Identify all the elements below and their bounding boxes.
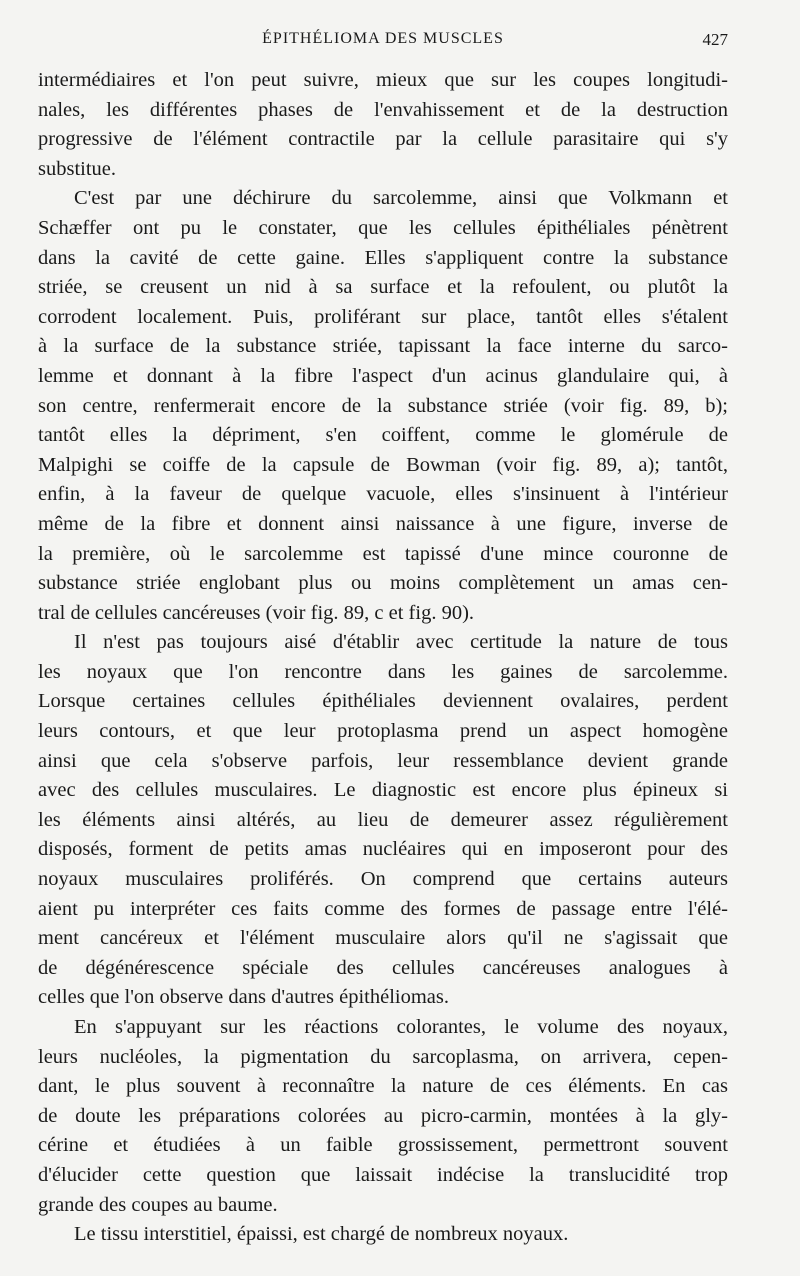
text-line: progressive de l'élément contractile par la cellule parasitaire qui s'y [38, 128, 728, 151]
text-line: disposés, forment de petits amas nucléaires qui en imposeront pour des [38, 838, 728, 861]
text-line: tral de cellules cancéreuses (voir fig. 89, c et fig. 90). [38, 601, 475, 624]
running-head-title: ÉPITHÉLIOMA DES MUSCLES [262, 30, 504, 47]
page-number: 427 [702, 30, 728, 49]
text-line: dant, le plus souvent à reconnaître la nature de ces éléments. En cas [38, 1075, 728, 1098]
text-line: à la surface de la substance striée, tapissant la face interne du sarco- [38, 335, 728, 358]
text-line: corrodent localement. Puis, proliférant sur place, tantôt elles s'étalent [38, 305, 728, 328]
text-line: lemme et donnant à la fibre l'aspect d'un acinus glandulaire qui, à [38, 364, 728, 387]
text-line: avec des cellules musculaires. Le diagnostic est encore plus épineux si [38, 779, 728, 802]
text-line: Le tissu interstitiel, épaissi, est chargé de nombreux noyaux. [74, 1223, 569, 1246]
text-line: ainsi que cela s'observe parfois, leur ressemblance devient grande [38, 749, 728, 772]
text-line: Lorsque certaines cellules épithéliales deviennent ovalaires, perdent [38, 690, 728, 713]
text-line: même de la fibre et donnent ainsi naissance à une figure, inverse de [38, 512, 728, 535]
text-line: de doute les préparations colorées au picro-carmin, montées à la gly- [38, 1104, 728, 1127]
paragraph [38, 1220, 728, 1250]
text-line: grande des coupes au baume. [38, 1193, 278, 1216]
text-line: intermédiaires et l'on peut suivre, mieux que sur les coupes longitudi- [38, 69, 728, 91]
text-line: nales, les différentes phases de l'envahissement et de la destruction [38, 98, 728, 121]
text-line: de dégénérescence spéciale des cellules cancéreuses analogues à [38, 956, 728, 979]
paragraph [38, 66, 728, 184]
paragraph [38, 628, 728, 1013]
paragraph [38, 1013, 728, 1220]
text-line: les noyaux que l'on rencontre dans les gaines de sarcolemme. [38, 660, 728, 683]
text-line: la première, où le sarcolemme est tapissé d'une mince couronne de [38, 542, 728, 565]
text-line: tantôt elles la dépriment, s'en coiffent, comme le glomérule de [38, 424, 728, 447]
text-line: Schæffer ont pu le constater, que les cellules épithéliales pénètrent [38, 216, 728, 239]
paragraph [38, 184, 728, 628]
text-line: enfin, à la faveur de quelque vacuole, elles s'insinuent à l'intérieur [38, 483, 728, 506]
text-line: Malpighi se coiffe de la capsule de Bowman (voir fig. 89, a); tantôt, [38, 453, 728, 476]
text-line: d'élucider cette question que laissait indécise la translucidité trop [38, 1163, 728, 1186]
text-line: dans la cavité de cette gaine. Elles s'appliquent contre la substance [38, 246, 728, 269]
text-line: celles que l'on observe dans d'autres épithéliomas. [38, 986, 450, 1009]
running-head [38, 30, 728, 56]
text-line: En s'appuyant sur les réactions colorantes, le volume des noyaux, [74, 1016, 728, 1038]
text-line: C'est par une déchirure du sarcolemme, ainsi que Volkmann et [74, 187, 728, 210]
text-line: leurs nucléoles, la pigmentation du sarcoplasma, on arrivera, cepen- [38, 1045, 728, 1068]
text-line: son centre, renfermerait encore de la substance striée (voir fig. 89, b); [38, 394, 728, 417]
body-text [38, 66, 728, 1250]
text-line: substitue. [38, 157, 117, 180]
text-line: Il n'est pas toujours aisé d'établir avec certitude la nature de tous [74, 631, 728, 654]
text-line: substance striée englobant plus ou moins complètement un amas cen- [38, 572, 728, 595]
text-line: ment cancéreux et l'élément musculaire alors qu'il ne s'agissait que [38, 927, 728, 950]
text-line: noyaux musculaires proliférés. On comprend que certains auteurs [38, 868, 728, 891]
text-line: aient pu interpréter ces faits comme des formes de passage entre l'élé- [38, 897, 728, 920]
text-line: cérine et étudiées à un faible grossissement, permettront souvent [38, 1134, 728, 1157]
text-line: leurs contours, et que leur protoplasma prend un aspect homogène [38, 720, 728, 743]
text-line: striée, se creusent un nid à sa surface et la refoulent, ou plutôt la [38, 276, 728, 299]
text-line: les éléments ainsi altérés, au lieu de demeurer assez régulièrement [38, 808, 728, 831]
